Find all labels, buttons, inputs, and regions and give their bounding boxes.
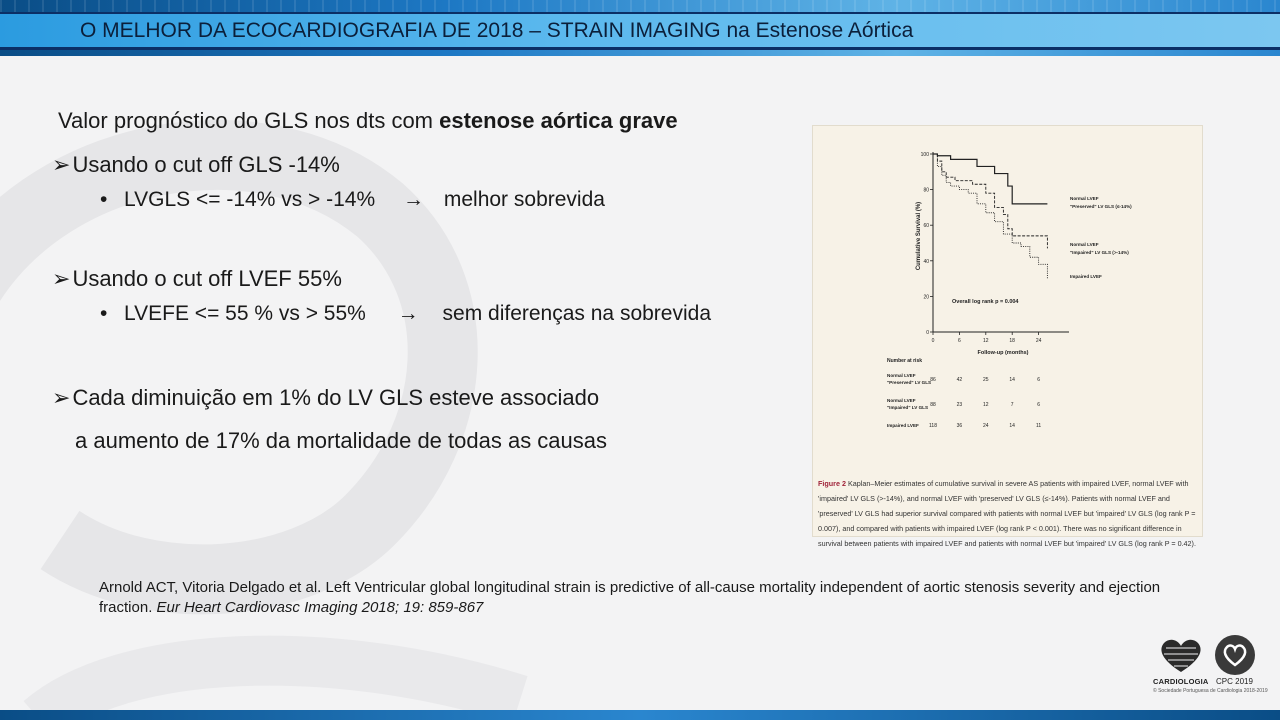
- point-1-sub-right: melhor sobrevida: [443, 188, 605, 211]
- risk-value: 88: [930, 402, 936, 408]
- figure-caption-label: Figure 2: [818, 479, 846, 488]
- risk-row-label: "Impaired" LV GLS: [887, 405, 929, 410]
- x-axis-label: Follow-up (months): [977, 350, 1029, 356]
- point-1-text: Usando o cut off GLS -14%: [72, 152, 340, 177]
- cpc-heart-logo-icon: [1214, 634, 1256, 676]
- km-legend: [1070, 196, 1132, 279]
- risk-row-label: Normal LVEF: [887, 373, 916, 378]
- legend-impaired-gls: "Impaired" LV GLS (>-14%): [1070, 250, 1129, 255]
- x-tick-label: 12: [983, 338, 989, 344]
- y-tick-label: 60: [923, 223, 929, 230]
- point-2: [52, 266, 342, 292]
- risk-value: 6: [1037, 377, 1040, 383]
- arrow-bullet-icon: ➢: [52, 152, 71, 177]
- x-tick-label: 18: [1009, 338, 1015, 344]
- x-tick-label: 6: [958, 338, 961, 344]
- dot-bullet-icon: •: [100, 188, 108, 211]
- risk-row-label: Normal LVEF: [887, 398, 916, 403]
- risk-value: 36: [956, 423, 963, 429]
- risk-table: [887, 373, 1041, 429]
- point-1-sub-left: LVGLS <= -14% vs > -14%: [124, 188, 376, 211]
- legend-preserved-gls: "Preserved" LV GLS (≤-14%): [1070, 204, 1132, 209]
- point-2-sub: [100, 302, 711, 326]
- arrow-bullet-icon: ➢: [52, 385, 71, 410]
- risk-row-label: Impaired LVEF: [887, 423, 919, 428]
- point-2-text: Usando o cut off LVEF 55%: [72, 266, 342, 291]
- citation-text: Arnold ACT, Vitoria Delgado et al. Left Ventricular global longitudinal strain is predictive of all-cause mortality independent of aortic stenosis severity and ejection fraction.: [99, 579, 1161, 616]
- risk-value: 23: [956, 402, 963, 408]
- legend-impaired-lvef: Impaired LVEF: [1070, 274, 1102, 279]
- risk-value: 11: [1035, 423, 1042, 429]
- km-curve-1: [933, 154, 1047, 204]
- x-tick-label: 0: [931, 338, 935, 344]
- y-tick-label: 100: [920, 152, 929, 158]
- km-axes: [921, 152, 1069, 344]
- kaplan-meier-figure: [813, 126, 1202, 548]
- number-at-risk-title: Number at risk: [887, 358, 923, 364]
- point-3-line2: a aumento de 17% da mortalidade de todas as causas: [75, 428, 608, 453]
- figure-caption: [818, 476, 1202, 551]
- risk-value: 14: [1009, 377, 1015, 383]
- spc-logo-text: CARDIOLOGIA: [1153, 677, 1209, 686]
- km-series: [933, 154, 1047, 279]
- y-tick-label: 0: [926, 330, 929, 336]
- slide-title: O MELHOR DA ECOCARDIOGRAFIA DE 2018 – STRAIN IMAGING na Estenose Aórtica: [80, 19, 914, 42]
- intro-text: Valor prognóstico do GLS nos dts com: [58, 108, 440, 133]
- risk-value: 25: [983, 377, 989, 383]
- log-rank-annotation: Overall log rank p = 0.004: [952, 299, 1019, 305]
- km-chart: [813, 126, 1202, 476]
- km-curve-2: [933, 154, 1047, 248]
- y-tick-label: 80: [923, 187, 929, 194]
- y-axis-label: Cumulative Survival (%): [916, 201, 922, 271]
- point-3: [52, 385, 599, 411]
- figure-caption-text: Kaplan–Meier estimates of cumulative survival in severe AS patients with impaired LVEF, normal LVEF with 'impaired' LV GLS (>-14%), and normal LVEF with 'preserved' LV GLS (≤-14%). Patients with normal LVEF and 'preserved' LV GLS had superior survival compared with patients with normal LVEF but 'impaired' LV GLS (log rank P = 0.007), and compared with patients with impaired LVEF (log rank P < 0.001). There was no significant difference in survival between patients with impaired LVEF and patients with normal LVEF but 'impaired' LV GLS (log rank P = 0.42).: [818, 479, 1196, 548]
- risk-value: 118: [929, 423, 937, 429]
- risk-value: 42: [956, 377, 963, 383]
- km-curve-3: [933, 154, 1047, 279]
- point-3-text: Cada diminuição em 1% do LV GLS esteve associado: [72, 385, 600, 410]
- right-arrow-icon: →: [403, 188, 425, 211]
- cpc-logo-text: CPC 2019: [1216, 677, 1253, 686]
- citation: [99, 578, 1189, 618]
- citation-journal: Eur Heart Cardiovasc Imaging 2018; 19: 859-867: [156, 599, 484, 616]
- legend-impaired-gls: Normal LVEF: [1070, 242, 1099, 247]
- y-tick-label: 20: [923, 294, 929, 301]
- right-arrow-icon: →: [397, 302, 419, 325]
- point-2-sub-right: sem diferenças na sobrevida: [442, 302, 711, 325]
- risk-value: 86: [930, 377, 936, 383]
- risk-row-label: "Preserved" LV GLS: [887, 380, 932, 385]
- point-1: [52, 152, 340, 178]
- spc-logo-subtext: © Sociedade Portuguesa de Cardiologia 2018-2019: [1153, 688, 1268, 694]
- risk-value: 7: [1010, 402, 1014, 408]
- intro-bold: estenose aórtica grave: [439, 108, 678, 133]
- x-tick-label: 24: [1035, 338, 1042, 344]
- footer-band: [0, 710, 1280, 720]
- risk-value: 6: [1037, 402, 1040, 408]
- point-2-sub-left: LVEFE <= 55 % vs > 55%: [124, 302, 366, 325]
- risk-value: 24: [983, 423, 989, 429]
- intro-line: [58, 108, 678, 134]
- dot-bullet-icon: •: [100, 302, 108, 325]
- risk-value: 14: [1009, 423, 1015, 429]
- arrow-bullet-icon: ➢: [52, 266, 71, 291]
- point-1-sub: [100, 188, 605, 212]
- legend-preserved-gls: Normal LVEF: [1070, 196, 1099, 201]
- risk-value: 12: [983, 402, 989, 408]
- y-tick-label: 40: [923, 258, 929, 265]
